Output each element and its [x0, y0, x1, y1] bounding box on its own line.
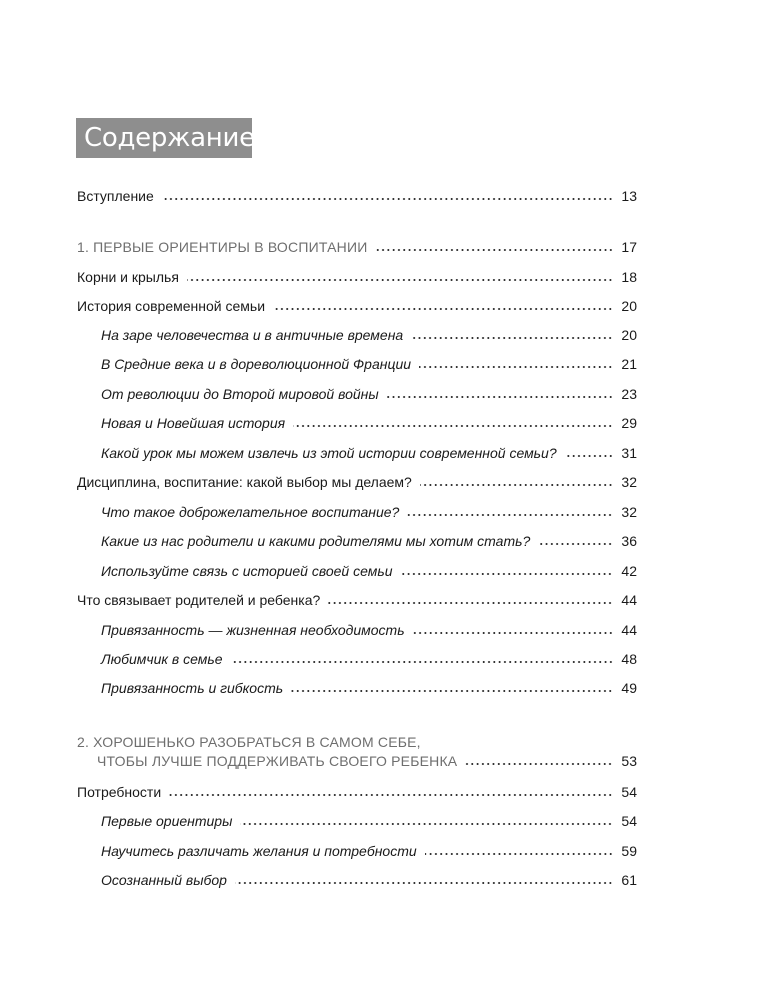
toc-entry-page: 20	[621, 327, 637, 343]
toc-entry-label: Какие из нас родители и какими родителями мы хотим стать?	[101, 533, 531, 549]
dot-leader	[328, 601, 613, 605]
chapter-title: 1. ПЕРВЫЕ ОРИЕНТИРЫ В ВОСПИТАНИИ	[77, 239, 368, 255]
toc-entry-page: 21	[621, 356, 637, 372]
dot-leader	[293, 424, 613, 428]
chapter-2-title-line1[interactable]: 2. ХОРОШЕНЬКО РАЗОБРАТЬСЯ В САМОМ СЕБЕ,	[77, 734, 421, 750]
toc-subentry[interactable]	[101, 808, 637, 830]
dot-leader	[400, 572, 613, 576]
toc-entry-page: 48	[621, 651, 637, 667]
toc-entry-label: Первые ориентиры	[101, 813, 233, 829]
toc-entry[interactable]	[77, 264, 637, 286]
dot-leader	[240, 822, 613, 826]
toc-entry-intro[interactable]	[77, 183, 637, 205]
toc-entry-label: Потребности	[77, 784, 162, 800]
toc-entry[interactable]	[77, 469, 637, 491]
toc-entry-label: Корни и крылья	[77, 269, 179, 285]
toc-entry-page: 54	[621, 784, 637, 800]
dot-leader	[425, 852, 613, 856]
toc-entry-label: В Средние века и в дореволюционной Франции	[101, 356, 412, 372]
toc-entry-label: Что такое доброжелательное воспитание?	[101, 504, 400, 520]
toc-entry-page: 53	[621, 753, 637, 769]
toc-entry-label: Используйте связь с историей своей семьи	[101, 563, 393, 579]
toc-entry-label: Какой урок мы можем извлечь из этой истории современной семьи?	[101, 445, 557, 461]
dot-leader	[538, 542, 613, 546]
toc-entry-label: История современной семьи	[77, 298, 266, 314]
toc-entry-page: 54	[621, 813, 637, 829]
dot-leader	[413, 631, 613, 635]
chapter-title: ЧТОБЫ ЛУЧШЕ ПОДДЕРЖИВАТЬ СВОЕГО РЕБЕНКА	[97, 753, 458, 769]
toc-subentry[interactable]	[101, 440, 637, 462]
toc-entry-page: 42	[621, 563, 637, 579]
toc-entry-label: Осознанный выбор	[101, 872, 227, 888]
toc-entry-page: 59	[621, 843, 637, 859]
toc-entry[interactable]	[77, 779, 637, 801]
toc-entry-label: Привязанность и гибкость	[101, 680, 284, 696]
toc-entry-page: 32	[621, 504, 637, 520]
toc-entry-page: 13	[621, 188, 637, 204]
toc-entry[interactable]	[77, 587, 637, 609]
toc-entry-label: Что связывает родителей и ребенка?	[77, 592, 321, 608]
toc-entry-page: 17	[621, 239, 637, 255]
toc-subentry[interactable]	[101, 351, 637, 373]
toc-chapter-2[interactable]	[97, 748, 637, 770]
dot-leader	[376, 248, 613, 252]
dot-leader	[411, 336, 613, 340]
toc-entry-page: 61	[621, 872, 637, 888]
toc-entry-label: Вступление	[77, 188, 154, 204]
toc-subentry[interactable]	[101, 617, 637, 639]
dot-leader	[162, 197, 613, 201]
toc-subentry[interactable]	[101, 838, 637, 860]
toc-entry-label: Привязанность — жизненная необходимость	[101, 622, 405, 638]
dot-leader	[565, 454, 613, 458]
dot-leader	[420, 483, 613, 487]
dot-leader	[273, 307, 613, 311]
dot-leader	[235, 881, 613, 885]
dot-leader	[465, 762, 613, 766]
dot-leader	[169, 793, 613, 797]
toc-entry-label: Научитесь различать желания и потребности	[101, 843, 417, 859]
dot-leader	[231, 660, 614, 664]
dot-leader	[187, 278, 613, 282]
toc-subentry[interactable]	[101, 675, 637, 697]
toc-entry-label: От революции до Второй мировой войны	[101, 386, 379, 402]
dot-leader	[291, 689, 613, 693]
toc-subentry[interactable]	[101, 322, 637, 344]
toc-title-box	[76, 118, 255, 158]
page-title: Содержание	[84, 123, 255, 153]
toc-subentry[interactable]	[101, 558, 637, 580]
toc-entry-page: 44	[621, 622, 637, 638]
toc-subentry[interactable]	[101, 867, 637, 889]
toc-entry-label: Любимчик в семье	[101, 651, 223, 667]
toc-entry-page: 36	[621, 533, 637, 549]
toc-entry-page: 29	[621, 415, 637, 431]
toc-entry-label: Новая и Новейшая история	[101, 415, 286, 431]
dot-leader	[407, 513, 613, 517]
dot-leader	[419, 365, 613, 369]
toc-entry-label: Дисциплина, воспитание: какой выбор мы делаем?	[77, 474, 412, 490]
dot-leader	[387, 395, 613, 399]
toc-subentry[interactable]	[101, 381, 637, 403]
toc-entry-page: 20	[621, 298, 637, 314]
toc-entry-page: 31	[621, 445, 637, 461]
toc-entry-page: 23	[621, 386, 637, 402]
toc-subentry[interactable]	[101, 646, 637, 668]
toc-chapter-1[interactable]	[77, 234, 637, 256]
toc-entry-page: 32	[621, 474, 637, 490]
toc-entry-page: 18	[621, 269, 637, 285]
toc-entry-page: 44	[621, 592, 637, 608]
toc-subentry[interactable]	[101, 410, 637, 432]
toc-entry[interactable]	[77, 293, 637, 315]
toc-subentry[interactable]	[101, 528, 637, 550]
toc-subentry[interactable]	[101, 499, 637, 521]
toc-entry-label: На заре человечества и в античные времена	[101, 327, 404, 343]
toc-entry-page: 49	[621, 680, 637, 696]
